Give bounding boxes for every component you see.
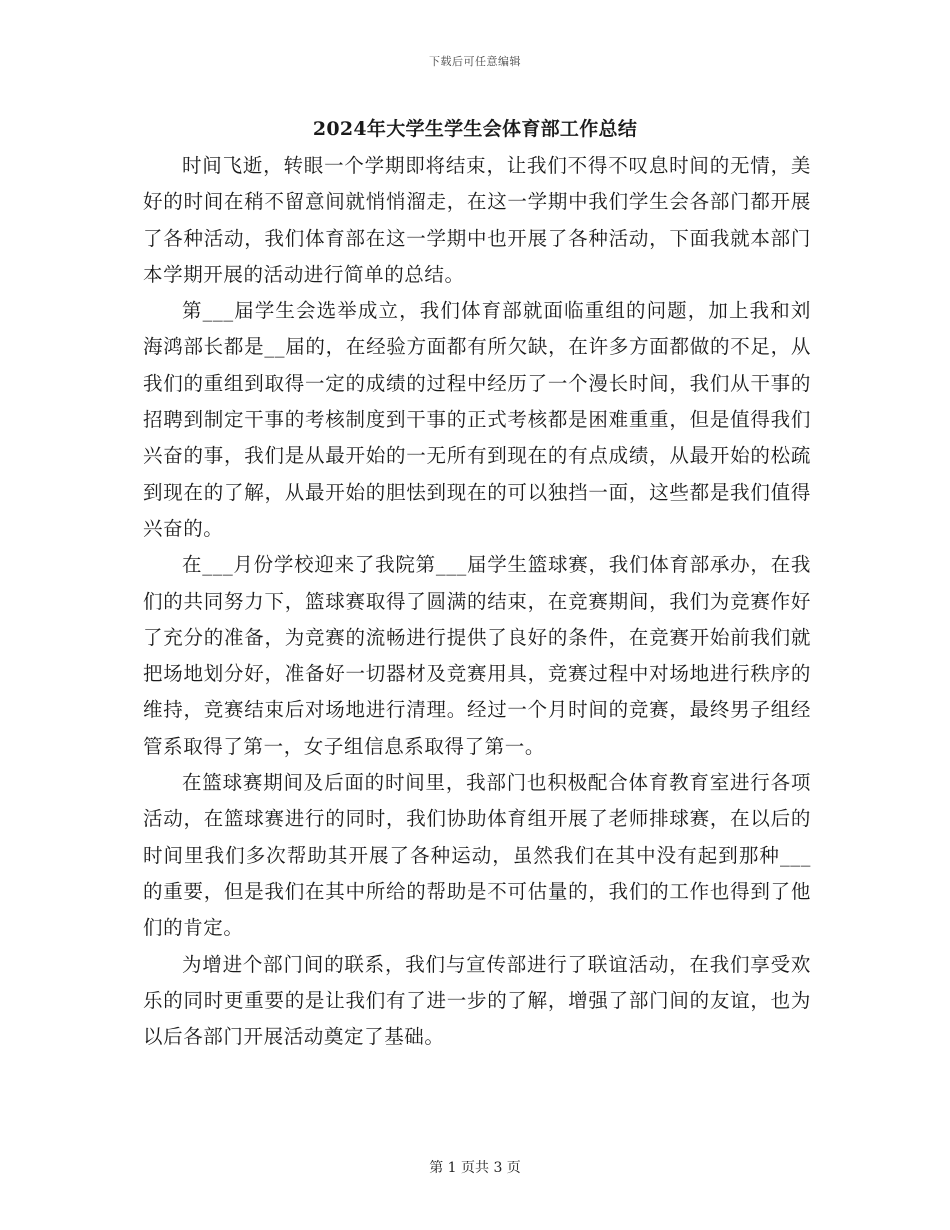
document-body bbox=[143, 148, 811, 1055]
header-note: 下载后可任意编辑 bbox=[429, 55, 521, 68]
document-title: 2024年大学生学生会体育部工作总结 bbox=[312, 118, 638, 140]
paragraph-cooperation: 在篮球赛期间及后面的时间里，我部门也积极配合体育教育室进行各项活动，在篮球赛进行的同时，我们协助体育组开展了老师排球赛，在以后的时间里我们多次帮助其开展了各种运动，虽然我们在其中没有起到那种___的重要，但是我们在其中所给的帮助是不可估量的，我们的工作也得到了他们的肯定。 bbox=[143, 771, 811, 940]
paragraph-reorganization: 第___届学生会选举成立，我们体育部就面临重组的问题，加上我和刘海鸿部长都是__届的，在经验方面都有所欠缺，在许多方面都做的不足，从我们的重组到取得一定的成绩的过程中经历了一个漫长时间，我们从干事的招聘到制定干事的考核制度到干事的正式考核都是困难重重，但是值得我们兴奋的事，我们是从最开始的一无所有到现在的有点成绩，从最开始的松疏到现在的了解，从最开始的胆怯到现在的可以独挡一面，这些都是我们值得兴奋的。 bbox=[143, 299, 811, 540]
page-number: 第 1 页共 3 页 bbox=[429, 1160, 521, 1176]
paragraph-basketball: 在___月份学校迎来了我院第___届学生篮球赛，我们体育部承办，在我们的共同努力下，篮球赛取得了圆满的结束，在竞赛期间，我们为竞赛作好了充分的准备，为竞赛的流畅进行提供了良好的条件，在竞赛开始前我们就把场地划分好，准备好一切器材及竞赛用具，竞赛过程中对场地进行秩序的维持，竞赛结束后对场地进行清理。经过一个月时间的竞赛，最终男子组经管系取得了第一，女子组信息系取得了第一。 bbox=[143, 553, 811, 758]
paragraph-liaison: 为增进个部门间的联系，我们与宣传部进行了联谊活动，在我们享受欢乐的同时更重要的是让我们有了进一步的了解，增强了部门间的友谊，也为以后各部门开展活动奠定了基础。 bbox=[143, 952, 811, 1049]
paragraph-intro: 时间飞逝，转眼一个学期即将结束，让我们不得不叹息时间的无情，美好的时间在稍不留意间就悄悄溜走，在这一学期中我们学生会各部门都开展了各种活动，我们体育部在这一学期中也开展了各种活动，下面我就本部门本学期开展的活动进行简单的总结。 bbox=[143, 154, 811, 286]
